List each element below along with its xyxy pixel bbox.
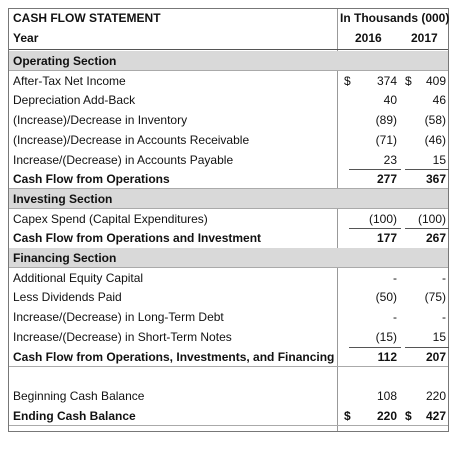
subtotal-rule (349, 169, 401, 170)
value-2017: 267 (425, 231, 446, 246)
row-label: Cash Flow from Operations (13, 172, 170, 187)
total-row (9, 169, 448, 189)
value-2017: 367 (425, 172, 446, 187)
row-divider (9, 425, 448, 426)
value-2016: 220 (376, 408, 397, 423)
year-2016-header: 2016 (355, 31, 382, 45)
row-label: Depreciation Add-Back (13, 93, 136, 108)
row-label: Increase/(Decrease) in Long-Term Debt (13, 310, 224, 325)
value-2016: 177 (376, 231, 397, 246)
value-2017: (100) (417, 211, 446, 226)
table-row (9, 110, 448, 130)
total-row (9, 406, 448, 426)
table-row (9, 307, 448, 327)
row-label: Cash Flow from Operations, Investments, and Financing (13, 349, 335, 364)
table-row (9, 90, 448, 110)
value-2016: 40 (383, 93, 397, 108)
statement-title: CASH FLOW STATEMENT (13, 11, 161, 25)
row-label: Less Dividends Paid (13, 290, 122, 305)
section-header-row (9, 189, 448, 209)
table-row (9, 327, 448, 347)
row-label: Investing Section (13, 191, 113, 206)
value-2017: 220 (425, 388, 446, 403)
table-row (9, 268, 448, 288)
table-row (9, 366, 448, 386)
row-label: Cash Flow from Operations and Investment (13, 231, 262, 246)
row-label: Capex Spend (Capital Expenditures) (13, 211, 208, 226)
value-2016: 112 (377, 349, 397, 364)
section-header-row (9, 51, 448, 71)
value-2016: - (393, 310, 397, 325)
value-2017: 409 (425, 73, 446, 88)
row-label: Ending Cash Balance (13, 408, 136, 423)
row-label: (Increase)/Decrease in Inventory (13, 113, 188, 128)
value-2017: 46 (432, 93, 446, 108)
value-2016: 374 (376, 73, 397, 88)
value-2017: 15 (432, 329, 446, 344)
table-row (9, 130, 448, 150)
total-row (9, 347, 448, 367)
value-2016: 108 (376, 388, 397, 403)
currency-symbol: $ (405, 408, 412, 423)
currency-symbol: $ (405, 73, 412, 88)
subtotal-rule (405, 169, 449, 170)
value-2017: - (442, 270, 446, 285)
table-row (9, 71, 448, 91)
header-divider (9, 49, 448, 50)
year-label: Year (13, 31, 39, 45)
units-header: In Thousands (000) (340, 11, 450, 25)
value-2016: (89) (375, 113, 397, 128)
table-row (9, 209, 448, 229)
row-label: Operating Section (13, 54, 117, 68)
row-label: After-Tax Net Income (13, 73, 126, 88)
subtotal-rule (405, 228, 449, 229)
row-label: Beginning Cash Balance (13, 388, 145, 403)
value-2016: - (393, 270, 397, 285)
subtotal-rule (405, 347, 449, 348)
row-label: Additional Equity Capital (13, 270, 144, 285)
value-2017: (75) (424, 290, 446, 305)
subtotal-rule (349, 228, 401, 229)
value-2016: (100) (368, 211, 397, 226)
row-label: Financing Section (13, 251, 117, 265)
cash-flow-statement-table (8, 8, 449, 432)
row-label: (Increase)/Decrease in Accounts Receivable (13, 132, 250, 147)
value-2017: (58) (424, 113, 446, 128)
year-2017-header: 2017 (411, 31, 438, 45)
section-header-row (9, 248, 448, 268)
value-2017: 207 (425, 349, 446, 364)
subtotal-rule (349, 347, 401, 348)
currency-symbol: $ (344, 73, 351, 88)
total-row (9, 228, 448, 248)
value-2016: (15) (375, 329, 397, 344)
table-row (9, 287, 448, 307)
value-2017: (46) (424, 132, 446, 147)
currency-symbol: $ (344, 408, 351, 423)
value-2017: 15 (432, 152, 446, 167)
value-2016: (50) (375, 290, 397, 305)
value-2016: (71) (375, 132, 397, 147)
row-label: Increase/(Decrease) in Short-Term Notes (13, 329, 232, 344)
value-2016: 277 (376, 172, 397, 187)
row-label: Increase/(Decrease) in Accounts Payable (13, 152, 234, 167)
value-2017: 427 (425, 408, 446, 423)
value-2017: - (442, 310, 446, 325)
table-row (9, 386, 448, 406)
value-2016: 23 (383, 152, 397, 167)
table-row (9, 150, 448, 170)
